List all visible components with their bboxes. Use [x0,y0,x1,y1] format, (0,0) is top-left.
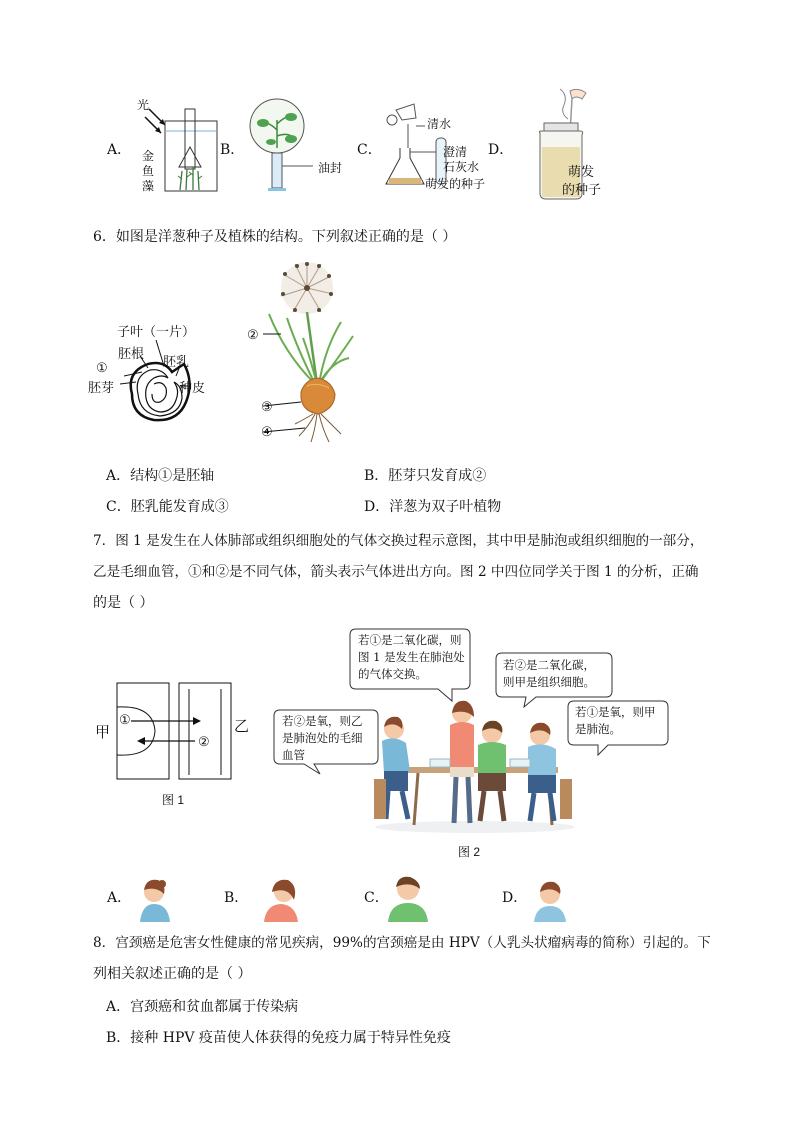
q7-option-d-label: D． [502,890,528,906]
q7-bubble-left [282,713,363,764]
q7-fig2-caption: 图 2 [458,845,481,859]
q6-plant-label-2: ② [247,328,259,343]
q6-seed-coat-label: 种皮 [179,381,206,396]
q7-bubble-left-line-3: 血管 [282,748,305,762]
q5-b-oil-label: 油封 [318,161,343,175]
q6-plant-label-4: ④ [261,425,273,440]
q7-bubble-topright-line-2: 则甲是组织细胞。 [503,675,595,689]
q5-option-c-label: C． [357,142,382,158]
q5-c-water-label: 清水 [427,117,452,131]
q7-stem-line-2: 乙是毛细血管，①和②是不同气体，箭头表示气体进出方向。图 2 中四位同学关于图 1 的分析，正确 [93,564,699,580]
q6-seed-plumule-label: 胚芽 [88,381,115,396]
q5-d-seeds-label-2: 的种子 [562,183,602,198]
q5-a-light-label: 光 [137,98,150,112]
q7-bubble-top-right [503,657,595,691]
q7-fig1-jia-label: 甲 [95,723,111,741]
q7-bubble-top-line-2: 图 1 是发生在肺泡处 [358,650,465,664]
q6-seed-endosperm-label: 胚乳 [163,355,190,370]
q7-option-a-label: A． [107,890,132,906]
q7-bubble-right [575,704,656,738]
q7-option-c-label: C． [364,890,389,906]
q7-bubble-topright-line-1: 若②是二氧化碳， [503,658,595,672]
q7-option-c-avatar [388,873,428,922]
q6-choice-d: D．洋葱为双子叶植物 [364,499,502,515]
q7-bubble-top-line-3: 的气体交换。 [358,667,427,681]
q7-figure-1-diagram [117,683,235,781]
q8-stem-line-2: 列相关叙述正确的是（ ） [93,966,252,982]
q5-d-seeds-label-1: 萌发 [568,165,595,180]
q6-seed-circle1-label: ① [96,361,108,376]
q6-question-stem: 6．如图是洋葱种子及植株的结构。下列叙述正确的是（ ） [93,229,457,245]
q5-c-lime-label-1: 澄清 [443,145,468,159]
q6-seed-radicle-label: 胚根 [118,347,145,362]
q6-choice-b: B．胚芽只发育成② [364,468,487,484]
q7-fig1-circle2-label: ② [198,735,210,750]
q7-bubble-left-line-1: 若②是氧，则乙 [282,714,363,728]
q6-onion-plant-figure [245,258,365,448]
q5-a-fish-label-3: 藻 [142,179,155,193]
q5-c-lime-label-2: 石灰水 [443,160,480,174]
q7-figure-2-students-illustration [370,695,580,835]
q6-plant-label-3: ③ [261,400,273,415]
q6-choice-c: C．胚乳能发育成③ [106,499,229,515]
q7-fig1-yi-label: 乙 [234,717,250,735]
q8-stem-line-1: 8．宫颈癌是危害女性健康的常见疾病，99%的宫颈癌是由 HPV（人乳头状瘤病毒的简称）引起的。下 [93,935,711,951]
q7-bubble-left-line-2: 是肺泡处的毛细 [282,731,363,745]
q7-option-d-avatar [532,880,568,922]
q7-fig1-caption: 图 1 [162,793,185,807]
q7-option-a-avatar [136,876,172,922]
q6-choice-a: A．结构①是胚轴 [106,468,215,484]
q7-bubble-right-line-1: 若①是氧，则甲 [575,705,656,719]
q5-c-seeds-label: 萌发的种子 [425,177,486,191]
q7-stem-line-1: 7．图 1 是发生在人体肺部或组织细胞处的气体交换过程示意图，其中甲是肺泡或组织细胞的一部分， [93,533,704,549]
q6-seed-cotyledon-label: 子叶（一片） [117,325,196,340]
q5-option-b-label: B． [220,142,245,158]
q5-a-fish-label-2: 鱼 [142,164,155,178]
q7-bubble-right-line-2: 是肺泡。 [575,722,621,736]
q5-option-a-label: A． [107,142,132,158]
q5-option-d-label: D． [488,142,514,158]
q7-option-b-label: B． [224,890,249,906]
q7-fig1-circle1-label: ① [119,713,131,728]
q5-b-belljar-figure [245,98,330,198]
q7-option-b-avatar [262,878,300,922]
q7-stem-line-3: 的是（ ） [93,595,154,611]
q5-a-fish-label-1: 金 [142,149,155,163]
q7-bubble-top-center [358,632,465,683]
q7-bubble-top-line-1: 若①是二氧化碳，则 [358,633,462,647]
q8-choice-b: B．接种 HPV 疫苗使人体获得的免疫力属于特异性免疫 [106,1030,451,1046]
q8-choice-a: A．宫颈癌和贫血都属于传染病 [106,999,299,1015]
